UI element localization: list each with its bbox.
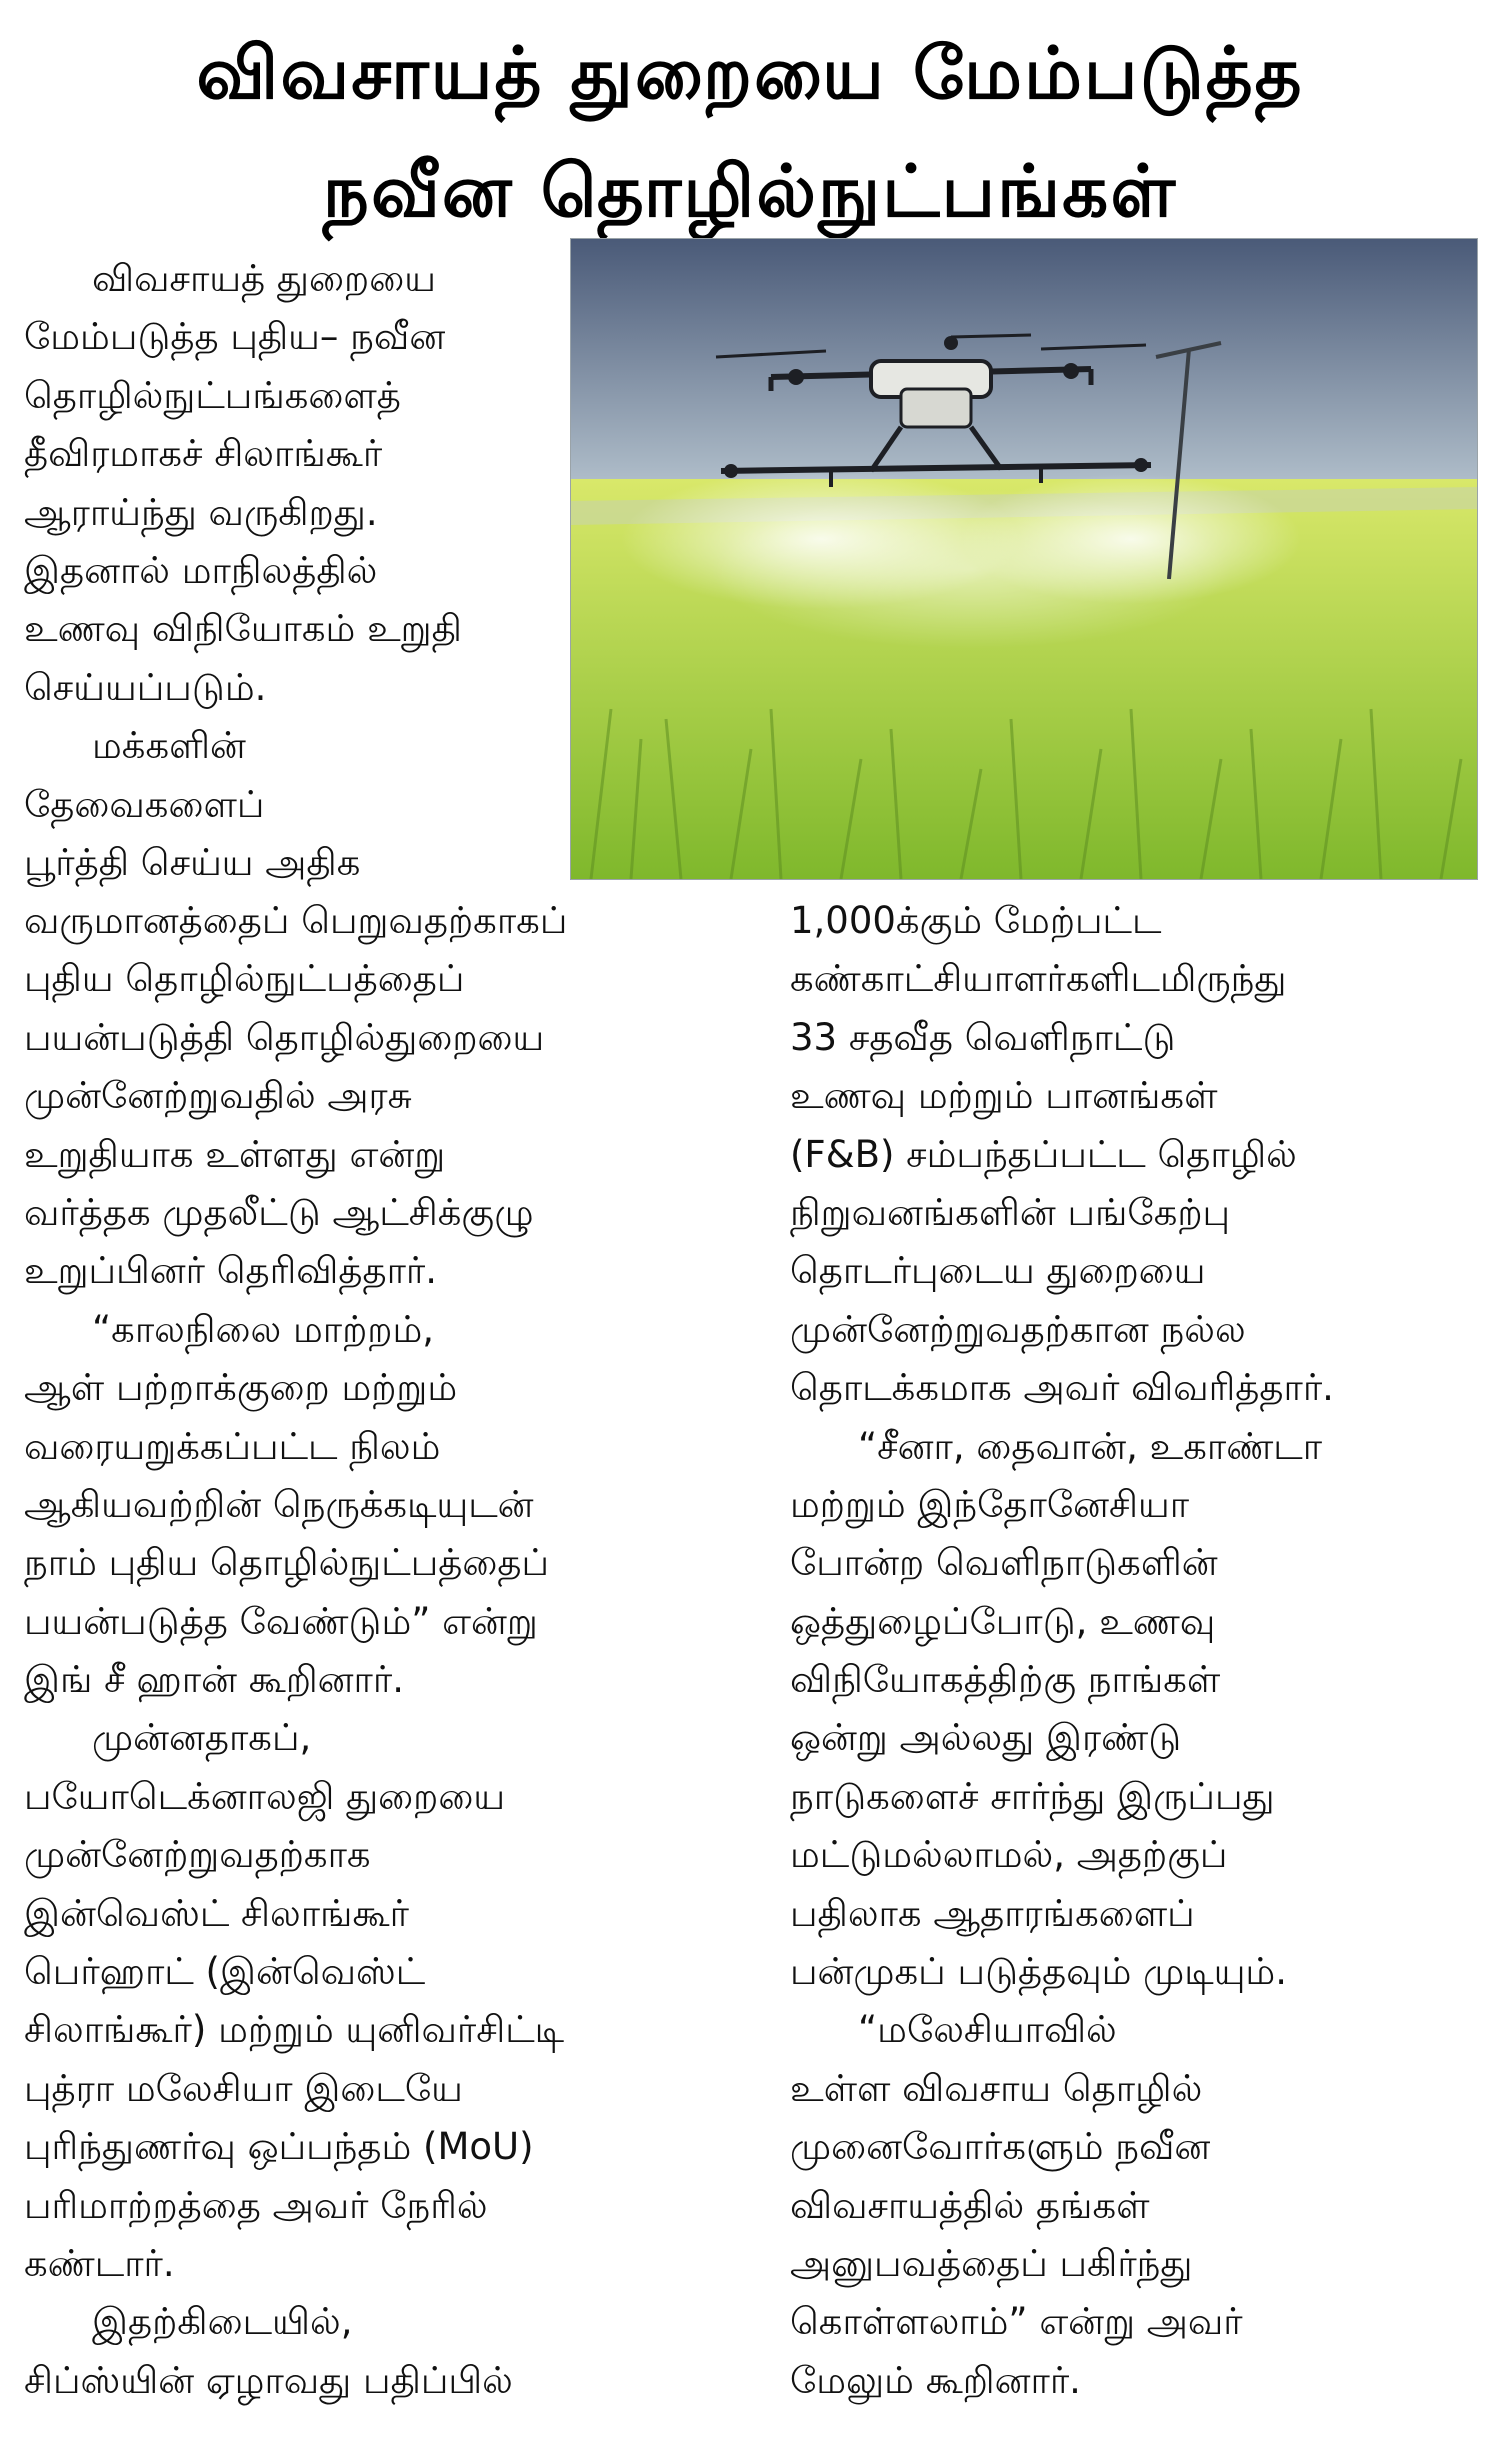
article-line: உறுதியாக உள்ளது என்று [24,1132,446,1176]
article-line: தொடர்புடைய துறையை [790,1249,1206,1293]
article-line: ஆகியவற்றின் நெருக்கடியுடன் [24,1482,534,1526]
article-line: “காலநிலை மாற்றம், [92,1307,435,1351]
article-line: மக்களின் [92,724,246,768]
article-line: விவசாயத்தில் தங்கள் [790,2183,1150,2227]
article-line: மற்றும் இந்தோனேசியா [790,1482,1190,1526]
article-line: ஆராய்ந்து வருகிறது. [24,490,378,534]
article-line: 33 சதவீத வெளிநாட்டு [790,1015,1176,1059]
article-line: இதற்கிடையில், [92,2300,353,2344]
headline-line-1: விவசாயத் துறையை மேம்படுத்த [196,31,1304,115]
article-line: இங் சீ ஹான் கூறினார். [24,1658,404,1702]
article-line: வருமானத்தைப் பெறுவதற்காகப் [24,899,568,942]
article-line: விவசாயத் துறையை [92,257,436,300]
headline [0,14,1500,250]
article-line: முன்னேற்றுவதற்காக [24,1833,371,1877]
article-line: “சீனா, தைவான், உகாண்டா [858,1424,1323,1468]
article-line: பயன்படுத்தி தொழில்துறையை [24,1015,545,1059]
article-line: (F&B) சம்பந்தப்பட்ட தொழில் [790,1132,1297,1176]
article-line: பன்முகப் படுத்தவும் முடியும். [790,1950,1287,1994]
article-line: முனைவோர்களும் நவீன [790,2125,1211,2169]
article-line: தொழில்நுட்பங்களைத் [24,373,401,417]
article-line: வர்த்தக முதலீட்டு ஆட்சிக்குழு [24,1190,534,1234]
article-line: செய்யப்படும். [24,665,267,709]
article-line: நாம் புதிய தொழில்நுட்பத்தைப் [24,1541,550,1585]
article-line: புதிய தொழில்நுட்பத்தைப் [24,957,465,1001]
article-line: ஆள் பற்றாக்குறை மற்றும் [24,1366,458,1410]
article-line: தீவிரமாகச் சிலாங்கூர் [24,432,383,476]
article-column-right [790,892,1334,2410]
article-line: முன்னேற்றுவதில் அரசு [24,1074,412,1118]
article-line: தேவைகளைப் [24,782,265,826]
article-line: கண்டார். [24,2241,175,2285]
article-line: மட்டுமல்லாமல், அதற்குப் [790,1833,1228,1877]
article-line: உள்ள விவசாய தொழில் [790,2066,1203,2110]
article-line: 1,000க்கும் மேற்பட்ட [790,899,1162,942]
article-line: கொள்ளலாம்” என்று அவர் [790,2300,1243,2344]
article-line: கண்காட்சியாளர்களிடமிருந்து [790,957,1287,1001]
article-photo [570,238,1478,880]
drone-spraying-field-illustration [571,239,1477,879]
article-line: விநியோகத்திற்கு நாங்கள் [790,1658,1221,1702]
article-line: நாடுகளைச் சார்ந்து இருப்பது [790,1774,1275,1818]
article-line: நிறுவனங்களின் பங்கேற்பு [790,1190,1231,1234]
article-line: உணவு விநியோகம் உறுதி [24,607,462,651]
article-line: மேலும் கூறினார். [790,2358,1081,2402]
article-line: “மலேசியாவில் [858,2008,1117,2052]
article-line: சிலாங்கூர்) மற்றும் யுனிவர்சிட்டி [24,2008,565,2052]
spray-mist-center [711,489,1231,649]
article-line: அனுபவத்தைப் பகிர்ந்து [790,2241,1193,2285]
article-line: பெர்ஹாட் (இன்வெஸ்ட் [24,1950,426,1994]
article-line: ஒத்துழைப்போடு, உணவு [790,1599,1216,1643]
article-line: உறுப்பினர் தெரிவித்தார். [24,1249,437,1293]
article-line: புத்ரா மலேசியா இடையே [24,2066,463,2110]
article-line: ஒன்று அல்லது இரண்டு [790,1716,1182,1760]
article-line: பூர்த்தி செய்ய அதிக [24,840,361,884]
article-column-left-bottom [24,892,567,2410]
article-line: சிப்ஸ்யின் ஏழாவது பதிப்பில் [24,2358,513,2402]
headline-line-2: நவீன தொழில்நுட்பங்கள் [322,149,1178,233]
article-line: பயன்படுத்த வேண்டும்” என்று [24,1599,538,1643]
article-line: புரிந்துணர்வு ஒப்பந்தம் (MoU) [24,2125,534,2169]
article-line: முன்னேற்றுவதற்கான நல்ல [790,1307,1246,1351]
article-line: மேம்படுத்த புதிய– நவீன [24,315,446,359]
article-line: இன்வெஸ்ட் சிலாங்கூர் [24,1891,409,1935]
article-line: பயோடெக்னாலஜி துறையை [24,1774,506,1818]
article-line: முன்னதாகப், [92,1716,312,1760]
article-line: இதனால் மாநிலத்தில் [24,548,378,592]
article-column-left-top [24,250,462,892]
article-line: வரையறுக்கப்பட்ட நிலம் [24,1424,441,1468]
article-line: உணவு மற்றும் பானங்கள் [790,1074,1218,1118]
article-line: பதிலாக ஆதாரங்களைப் [790,1891,1195,1935]
article-line: பரிமாற்றத்தை அவர் நேரில் [24,2183,488,2227]
article-line: தொடக்கமாக அவர் விவரித்தார். [790,1366,1334,1410]
article-line: போன்ற வெளிநாடுகளின் [790,1541,1218,1585]
